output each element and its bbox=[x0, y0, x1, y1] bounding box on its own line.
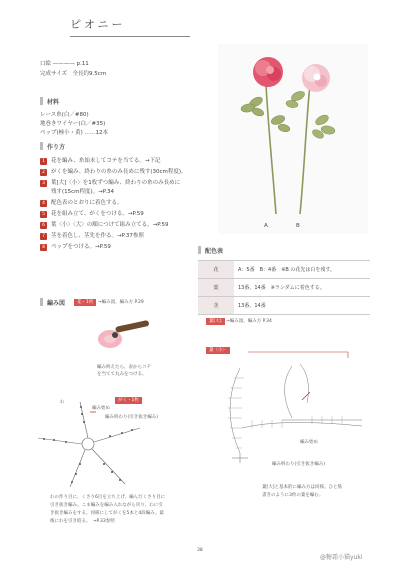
calyx-note-line: わの作り目に、くさり6目を立ち上げ、編んだくさり目に bbox=[50, 495, 166, 500]
step-item: 3 葉[大]〈小〉を1枚ずつ編み、終わりの糸のみ長めに bbox=[40, 179, 187, 188]
page-number: 38 bbox=[197, 548, 203, 553]
heading-marker bbox=[40, 298, 43, 306]
page-title: ピオニー bbox=[70, 18, 126, 31]
materials-heading: 材料 bbox=[47, 99, 60, 106]
table-row: 茎 13番、14番 bbox=[198, 297, 370, 315]
step-item: 1 花を編み、糸始末してコテを当てる。→下記 bbox=[40, 157, 187, 168]
method-steps bbox=[40, 157, 187, 254]
heading-marker bbox=[198, 246, 201, 254]
leaf-big-row bbox=[206, 318, 272, 325]
material-line: ペップ(極小・黄) ……12本 bbox=[40, 130, 109, 136]
leaf-diagram bbox=[212, 358, 372, 468]
material-line: 地巻きワイヤー(白／#35) bbox=[40, 121, 106, 127]
flower-tag-row bbox=[74, 299, 144, 306]
photo-label-a: A bbox=[264, 223, 268, 229]
calyx-note-line: 引き抜き編み。こま編みを編み入れながら戻り、わに引 bbox=[50, 503, 163, 508]
step-item: 6 葉〈小〉〈大〉の順につけて組み立てる。→P.59 bbox=[40, 221, 187, 232]
flower-photo bbox=[218, 44, 368, 234]
leaf-note-line: 書きのように3枚の葉を編む。 bbox=[262, 493, 324, 498]
color-table-heading: 配色表 bbox=[205, 248, 224, 255]
leaf-small-tag: 葉〈小〉 bbox=[206, 347, 230, 354]
color-table bbox=[198, 260, 370, 315]
calyx-center-label: わ bbox=[60, 400, 65, 405]
step-item: 8 ペップをつける。→P.59 bbox=[40, 243, 187, 254]
watermark: @糖霜小猫yuki bbox=[320, 554, 363, 561]
calyx-start-label: 編み始め bbox=[92, 406, 110, 411]
leaf-big-tag: 葉[大] bbox=[206, 318, 225, 325]
iron-caption: を当てて丸みをつける。 bbox=[97, 372, 147, 377]
knitting-heading: 編み図 bbox=[47, 300, 66, 307]
leaf-note-line: 葉[大]と基本的に編み方は同様。ひと筋 bbox=[262, 485, 343, 490]
leaf-start-label: 編み始め bbox=[300, 440, 318, 445]
calyx-note-line: 後にわを引き絞る。 →P.33参照 bbox=[50, 519, 115, 524]
calyx-end-label: 編み終わり(引き抜き編み) bbox=[105, 415, 159, 420]
material-line: レース糸(白／#80) bbox=[40, 112, 89, 118]
step-item: 2 がくを編み、終わりの糸のみ長めに残す(30cm程度)。 bbox=[40, 168, 187, 179]
step-item: 残す(15cm程度)。→P.34 bbox=[51, 189, 114, 195]
flower-tag: 花・1枚 bbox=[74, 299, 96, 306]
size-label: 完成サイズ 全長約9.5cm bbox=[40, 71, 107, 77]
picture-label: 口絵 ———— p.11 bbox=[40, 61, 89, 67]
step-item: 5 花を組み立て、がくをつける。→P.59 bbox=[40, 210, 187, 221]
table-row: 葉 13番、14番 ※ランダムに着色する。 bbox=[198, 279, 370, 297]
leaf-end-label: 編み終わり(引き抜き編み) bbox=[272, 462, 326, 467]
photo-label-b: B bbox=[296, 223, 300, 229]
calyx-tag: がく・1枚 bbox=[115, 397, 142, 404]
title-underline bbox=[70, 36, 190, 37]
leaf-big-ref: →編み図、編み方 P.34 bbox=[225, 319, 272, 324]
flower-ref: →編み図、編み方 P.29 bbox=[97, 300, 144, 305]
iron-caption: 編み終えたら、表からコテ bbox=[97, 365, 151, 370]
table-row: 花 A：5番 B：4番 ※B の花先は白を残す。 bbox=[198, 261, 370, 279]
calyx-note-line: き抜き編みをする。同様にしてがくを5本と4段編み。最 bbox=[50, 511, 164, 516]
step-item: 4 配色表のとおりに着色する。 bbox=[40, 199, 187, 210]
heading-marker bbox=[40, 142, 43, 150]
method-heading: 作り方 bbox=[47, 144, 66, 151]
heading-marker bbox=[40, 97, 43, 105]
iron-photo bbox=[85, 315, 155, 357]
step-item: 7 茎を着色し、茎先を作る。→P.37参照 bbox=[40, 232, 187, 243]
